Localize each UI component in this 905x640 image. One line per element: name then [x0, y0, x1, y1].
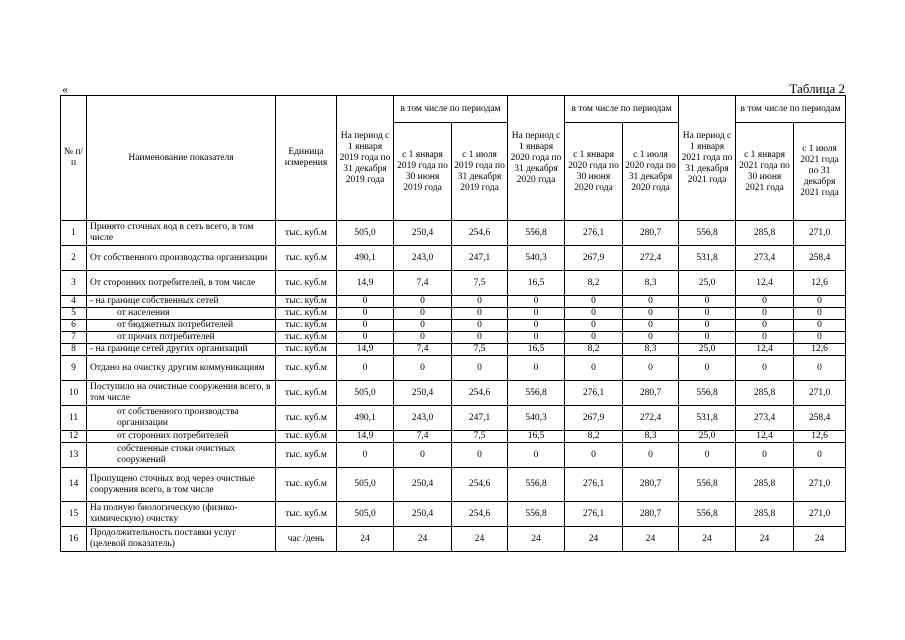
value-cell: 531,8 [679, 406, 736, 431]
value-cell: 271,0 [794, 381, 846, 406]
value-cell: 254,6 [452, 221, 508, 246]
value-cell: 25,0 [679, 271, 736, 296]
value-cell: 0 [623, 332, 679, 344]
value-cell: 254,6 [452, 502, 508, 527]
value-cell: 0 [679, 320, 736, 332]
table-row [61, 381, 846, 406]
unit-cell: тыс. куб.м [276, 406, 337, 431]
value-cell: 254,6 [452, 381, 508, 406]
value-cell: 8,2 [565, 271, 623, 296]
value-cell: 490,1 [337, 246, 394, 271]
value-cell: 0 [565, 332, 623, 344]
value-cell: 540,3 [508, 406, 565, 431]
header-h2-2019: с 1 июля 2019 года по 31 декабря 2019 года [452, 123, 508, 221]
value-cell: 7,4 [394, 431, 452, 443]
header-h2-2020: с 1 июля 2020 года по 31 декабря 2020 года [623, 123, 679, 221]
value-cell: 250,4 [394, 502, 452, 527]
value-cell: 272,4 [623, 406, 679, 431]
value-cell: 247,1 [452, 246, 508, 271]
value-cell: 505,0 [337, 502, 394, 527]
table-row [61, 443, 846, 468]
value-cell: 0 [679, 443, 736, 468]
unit-cell: тыс. куб.м [276, 502, 337, 527]
value-cell: 0 [565, 356, 623, 381]
value-cell: 24 [736, 527, 794, 552]
value-cell: 8,3 [623, 271, 679, 296]
table-row [61, 221, 846, 246]
value-cell: 285,8 [736, 502, 794, 527]
value-cell: 12,4 [736, 271, 794, 296]
value-cell: 24 [452, 527, 508, 552]
value-cell: 8,3 [623, 344, 679, 356]
value-cell: 0 [565, 296, 623, 308]
header-total-2020: На период с 1 января 2020 года по 31 декабря 2020 года [508, 96, 565, 221]
unit-cell: тыс. куб.м [276, 246, 337, 271]
table-row [61, 406, 846, 431]
value-cell: 556,8 [508, 381, 565, 406]
value-cell: 505,0 [337, 221, 394, 246]
value-cell: 0 [452, 356, 508, 381]
header-unit: Единица измерения [276, 96, 337, 221]
header-name: Наименование показателя [87, 96, 276, 221]
data-table [60, 95, 846, 552]
indicator-name: от бюджетных потребителей [87, 320, 276, 332]
value-cell: 250,4 [394, 468, 452, 502]
row-number: 13 [61, 443, 87, 468]
indicator-name: от прочих потребителей [87, 332, 276, 344]
unit-cell: тыс. куб.м [276, 221, 337, 246]
header-h1-2020: с 1 января 2020 года по 30 июня 2020 года [565, 123, 623, 221]
value-cell: 0 [623, 320, 679, 332]
table-title: Таблица 2 [789, 81, 845, 96]
value-cell: 276,1 [565, 381, 623, 406]
row-number: 2 [61, 246, 87, 271]
value-cell: 243,0 [394, 406, 452, 431]
value-cell: 0 [679, 296, 736, 308]
value-cell: 0 [508, 320, 565, 332]
row-number: 12 [61, 431, 87, 443]
value-cell: 8,2 [565, 344, 623, 356]
value-cell: 0 [736, 296, 794, 308]
value-cell: 0 [452, 443, 508, 468]
value-cell: 556,8 [679, 381, 736, 406]
value-cell: 271,0 [794, 221, 846, 246]
value-cell: 285,8 [736, 381, 794, 406]
value-cell: 8,3 [623, 431, 679, 443]
indicator-name: Поступило на очистные сооружения всего, в том числе [87, 381, 276, 406]
indicator-name: от собственного производства организации [87, 406, 276, 431]
header-total-2019: На период с 1 января 2019 года по 31 декабря 2019 года [337, 96, 394, 221]
value-cell: 0 [452, 308, 508, 320]
unit-cell: тыс. куб.м [276, 320, 337, 332]
value-cell: 0 [736, 320, 794, 332]
header-h1-2021: с 1 января 2021 года по 30 июня 2021 года [736, 123, 794, 221]
unit-cell: тыс. куб.м [276, 443, 337, 468]
table-row [61, 296, 846, 308]
row-number: 5 [61, 308, 87, 320]
value-cell: 556,8 [679, 468, 736, 502]
value-cell: 556,8 [508, 502, 565, 527]
value-cell: 12,4 [736, 344, 794, 356]
value-cell: 14,9 [337, 344, 394, 356]
table-row [61, 468, 846, 502]
row-number: 11 [61, 406, 87, 431]
value-cell: 0 [394, 356, 452, 381]
indicator-name: - на границе собственных сетей [87, 296, 276, 308]
value-cell: 12,4 [736, 431, 794, 443]
value-cell: 0 [394, 296, 452, 308]
header-total-2021: На период с 1 января 2021 года по 31 декабря 2021 года [679, 96, 736, 221]
value-cell: 540,3 [508, 246, 565, 271]
value-cell: 258,4 [794, 246, 846, 271]
value-cell: 0 [794, 320, 846, 332]
value-cell: 24 [337, 527, 394, 552]
value-cell: 25,0 [679, 431, 736, 443]
value-cell: 0 [394, 443, 452, 468]
value-cell: 0 [394, 308, 452, 320]
value-cell: 280,7 [623, 221, 679, 246]
indicator-name: от сторонних потребителей [87, 431, 276, 443]
value-cell: 0 [623, 356, 679, 381]
row-number: 8 [61, 344, 87, 356]
value-cell: 285,8 [736, 468, 794, 502]
value-cell: 250,4 [394, 221, 452, 246]
table-row [61, 527, 846, 552]
unit-cell: тыс. куб.м [276, 344, 337, 356]
indicator-name: Отдано на очистку другим коммуникациям [87, 356, 276, 381]
value-cell: 7,4 [394, 344, 452, 356]
value-cell: 8,2 [565, 431, 623, 443]
indicator-name: От сторонних потребителей, в том числе [87, 271, 276, 296]
row-number: 9 [61, 356, 87, 381]
row-number: 10 [61, 381, 87, 406]
value-cell: 0 [337, 296, 394, 308]
value-cell: 271,0 [794, 502, 846, 527]
value-cell: 276,1 [565, 502, 623, 527]
value-cell: 24 [394, 527, 452, 552]
indicator-name: От собственного производства организации [87, 246, 276, 271]
row-number: 15 [61, 502, 87, 527]
header-h1-2019: с 1 января 2019 года по 30 июня 2019 года [394, 123, 452, 221]
value-cell: 247,1 [452, 406, 508, 431]
row-number: 4 [61, 296, 87, 308]
value-cell: 0 [565, 308, 623, 320]
row-number: 16 [61, 527, 87, 552]
value-cell: 0 [508, 332, 565, 344]
value-cell: 12,6 [794, 344, 846, 356]
value-cell: 16,5 [508, 344, 565, 356]
indicator-name: Пропущено сточных вод через очистные сооружения всего, в том числе [87, 468, 276, 502]
value-cell: 280,7 [623, 468, 679, 502]
value-cell: 0 [623, 308, 679, 320]
value-cell: 0 [736, 443, 794, 468]
table-row [61, 246, 846, 271]
value-cell: 0 [623, 443, 679, 468]
value-cell: 0 [337, 320, 394, 332]
indicator-name: - на границе сетей других организаций [87, 344, 276, 356]
value-cell: 272,4 [623, 246, 679, 271]
value-cell: 267,9 [565, 246, 623, 271]
value-cell: 14,9 [337, 271, 394, 296]
value-cell: 280,7 [623, 502, 679, 527]
value-cell: 556,8 [508, 468, 565, 502]
value-cell: 0 [794, 356, 846, 381]
value-cell: 280,7 [623, 381, 679, 406]
value-cell: 16,5 [508, 271, 565, 296]
indicator-name: Принято сточных вод в сеть всего, в том числе [87, 221, 276, 246]
value-cell: 0 [794, 332, 846, 344]
table-body [61, 221, 846, 552]
table-row [61, 502, 846, 527]
row-number: 7 [61, 332, 87, 344]
value-cell: 258,4 [794, 406, 846, 431]
value-cell: 0 [623, 296, 679, 308]
unit-cell: тыс. куб.м [276, 356, 337, 381]
table-row [61, 320, 846, 332]
table-row [61, 356, 846, 381]
row-number: 1 [61, 221, 87, 246]
row-number: 3 [61, 271, 87, 296]
unit-cell: тыс. куб.м [276, 332, 337, 344]
value-cell: 0 [508, 443, 565, 468]
table-row [61, 332, 846, 344]
value-cell: 0 [794, 296, 846, 308]
value-cell: 7,4 [394, 271, 452, 296]
value-cell: 276,1 [565, 221, 623, 246]
value-cell: 254,6 [452, 468, 508, 502]
value-cell: 0 [452, 320, 508, 332]
header-h2-2021: с 1 июля 2021 года по 31 декабря 2021 года [794, 123, 846, 221]
value-cell: 0 [565, 443, 623, 468]
unit-cell: тыс. куб.м [276, 431, 337, 443]
value-cell: 24 [565, 527, 623, 552]
value-cell: 7,5 [452, 271, 508, 296]
value-cell: 276,1 [565, 468, 623, 502]
value-cell: 0 [337, 356, 394, 381]
value-cell: 0 [736, 332, 794, 344]
value-cell: 7,5 [452, 344, 508, 356]
value-cell: 271,0 [794, 468, 846, 502]
header-group-2021: в том числе по периодам [736, 96, 846, 123]
value-cell: 285,8 [736, 221, 794, 246]
indicator-name: от населения [87, 308, 276, 320]
value-cell: 0 [394, 320, 452, 332]
value-cell: 0 [337, 308, 394, 320]
value-cell: 0 [565, 320, 623, 332]
unit-cell: тыс. куб.м [276, 308, 337, 320]
table-row [61, 308, 846, 320]
value-cell: 0 [736, 308, 794, 320]
value-cell: 24 [623, 527, 679, 552]
table-row [61, 271, 846, 296]
value-cell: 24 [794, 527, 846, 552]
value-cell: 0 [794, 308, 846, 320]
value-cell: 0 [508, 296, 565, 308]
value-cell: 267,9 [565, 406, 623, 431]
unit-cell: тыс. куб.м [276, 296, 337, 308]
header-num: № п/п [61, 96, 87, 221]
value-cell: 505,0 [337, 468, 394, 502]
indicator-name: Продолжительность поставки услуг (целевой показатель) [87, 527, 276, 552]
value-cell: 273,4 [736, 406, 794, 431]
value-cell: 556,8 [508, 221, 565, 246]
value-cell: 16,5 [508, 431, 565, 443]
value-cell: 24 [679, 527, 736, 552]
value-cell: 0 [508, 356, 565, 381]
value-cell: 24 [508, 527, 565, 552]
value-cell: 0 [679, 308, 736, 320]
value-cell: 0 [794, 443, 846, 468]
row-number: 6 [61, 320, 87, 332]
value-cell: 556,8 [679, 502, 736, 527]
unit-cell: час /день [276, 527, 337, 552]
value-cell: 25,0 [679, 344, 736, 356]
value-cell: 243,0 [394, 246, 452, 271]
row-number: 14 [61, 468, 87, 502]
unit-cell: тыс. куб.м [276, 468, 337, 502]
value-cell: 0 [337, 332, 394, 344]
value-cell: 531,8 [679, 246, 736, 271]
indicator-name: собственные стоки очистных сооружений [87, 443, 276, 468]
unit-cell: тыс. куб.м [276, 271, 337, 296]
table-row [61, 431, 846, 443]
value-cell: 0 [394, 332, 452, 344]
table-row [61, 344, 846, 356]
value-cell: 556,8 [679, 221, 736, 246]
unit-cell: тыс. куб.м [276, 381, 337, 406]
value-cell: 490,1 [337, 406, 394, 431]
header-group-2020: в том числе по периодам [565, 96, 679, 123]
value-cell: 250,4 [394, 381, 452, 406]
value-cell: 0 [452, 296, 508, 308]
left-quote-mark: « [62, 82, 68, 96]
header-group-2019: в том числе по периодам [394, 96, 508, 123]
value-cell: 0 [736, 356, 794, 381]
value-cell: 0 [679, 356, 736, 381]
indicator-name: На полную биологическую (физико-химическую) очистку [87, 502, 276, 527]
value-cell: 0 [452, 332, 508, 344]
value-cell: 12,6 [794, 431, 846, 443]
value-cell: 0 [679, 332, 736, 344]
value-cell: 0 [508, 308, 565, 320]
value-cell: 0 [337, 443, 394, 468]
value-cell: 14,9 [337, 431, 394, 443]
value-cell: 12,6 [794, 271, 846, 296]
value-cell: 7,5 [452, 431, 508, 443]
value-cell: 273,4 [736, 246, 794, 271]
value-cell: 505,0 [337, 381, 394, 406]
